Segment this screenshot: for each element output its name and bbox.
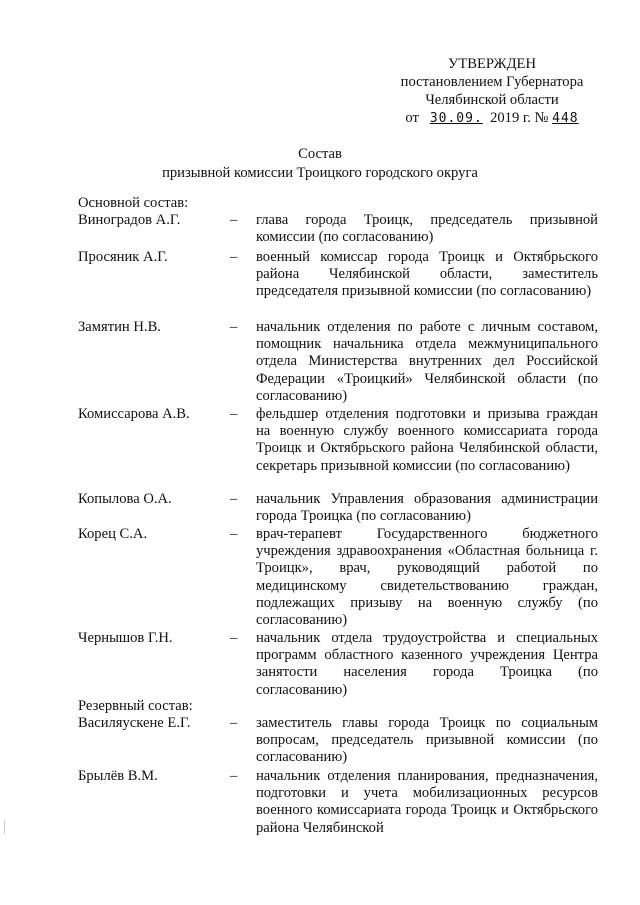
- member-dash: –: [230, 406, 238, 422]
- document-title: [0, 145, 640, 183]
- member-name: Виноградов А.Г.: [78, 212, 181, 228]
- member-dash: –: [230, 630, 238, 646]
- member-description: начальник Управления образования администрации города Троицка (по согласованию): [256, 491, 598, 525]
- year-text: 2019 г. №: [490, 110, 549, 126]
- date-prefix: от: [405, 110, 419, 126]
- scan-margin-mark: [4, 820, 5, 834]
- member-name: Замятин Н.В.: [78, 319, 161, 335]
- member-name: Копылова О.А.: [78, 491, 172, 507]
- member-description: заместитель главы города Троицк по социальным вопросам, председатель призывной комиссии (по согласованию): [256, 715, 598, 766]
- approval-block: [382, 55, 602, 128]
- member-row: [78, 249, 598, 301]
- member-dash: –: [230, 526, 238, 542]
- member-dash: –: [230, 768, 238, 784]
- member-row: [78, 630, 598, 699]
- member-row: [78, 212, 598, 246]
- member-description: начальник отделения по работе с личным составом, помощник начальника отдела межмуниципального отдела Министерства внутренних дел Российской Федерации «Троицкий» Челябинской области (по согласованию): [256, 319, 598, 404]
- member-dash: –: [230, 249, 238, 265]
- member-dash: –: [230, 715, 238, 731]
- member-row: [78, 715, 598, 767]
- member-name: Чернышов Г.Н.: [78, 630, 173, 646]
- approval-line-2: Челябинской области: [425, 92, 559, 108]
- member-description: глава города Троицк, председатель призывной комиссии (по согласованию): [256, 212, 598, 246]
- title-line-2: призывной комиссии Троицкого городского округа: [162, 165, 478, 181]
- member-description: военный комиссар города Троицк и Октябрьского района Челябинской области, заместитель председателя призывной комиссии (по согласованию): [256, 249, 598, 300]
- member-row: [78, 768, 598, 837]
- member-row: [78, 491, 598, 525]
- member-row: [78, 319, 598, 405]
- number-value: 448: [552, 111, 579, 126]
- member-description: фельдшер отделения подготовки и призыва граждан на военную службу военного комиссариата города Троицк и Октябрьского района Челябинской области, секретарь призывной комиссии (по согласованию): [256, 406, 598, 474]
- member-dash: –: [230, 212, 238, 228]
- member-row: [78, 406, 598, 475]
- member-description: врач-терапевт Государственного бюджетного учреждения здравоохранения «Областная больница г. Троицк», врач, руководящий работой по медицинскому свидетельствованию граждан, подлежащих призыву на военную службу (по согласованию): [256, 526, 598, 629]
- reserve-section-label: Резервный состав:: [78, 698, 193, 714]
- main-section-label: Основной состав:: [78, 195, 189, 211]
- member-dash: –: [230, 491, 238, 507]
- member-name: Просяник А.Г.: [78, 249, 168, 265]
- member-name: Брылёв В.М.: [78, 768, 158, 784]
- member-name: Корец С.А.: [78, 526, 148, 542]
- member-description: начальник отдела трудоустройства и специальных программ областного казенного учреждения Центра занятости населения города Троицка (по согласованию): [256, 630, 598, 698]
- approval-title: УТВЕРЖДЕН: [448, 56, 536, 72]
- date-value: 30.09.: [429, 111, 483, 126]
- approval-date-line: [382, 109, 602, 128]
- member-row: [78, 526, 598, 629]
- member-name: Василяускене Е.Г.: [78, 715, 191, 731]
- approval-line-1: постановлением Губернатора: [400, 74, 584, 90]
- title-line-1: Состав: [298, 146, 342, 162]
- member-name: Комиссарова А.В.: [78, 406, 190, 422]
- member-dash: –: [230, 319, 238, 335]
- member-description: начальник отделения планирования, предназначения, подготовки и учета мобилизационных ресурсов военного комиссариата города Троицк и Октябрьского района Челябинской: [256, 768, 598, 836]
